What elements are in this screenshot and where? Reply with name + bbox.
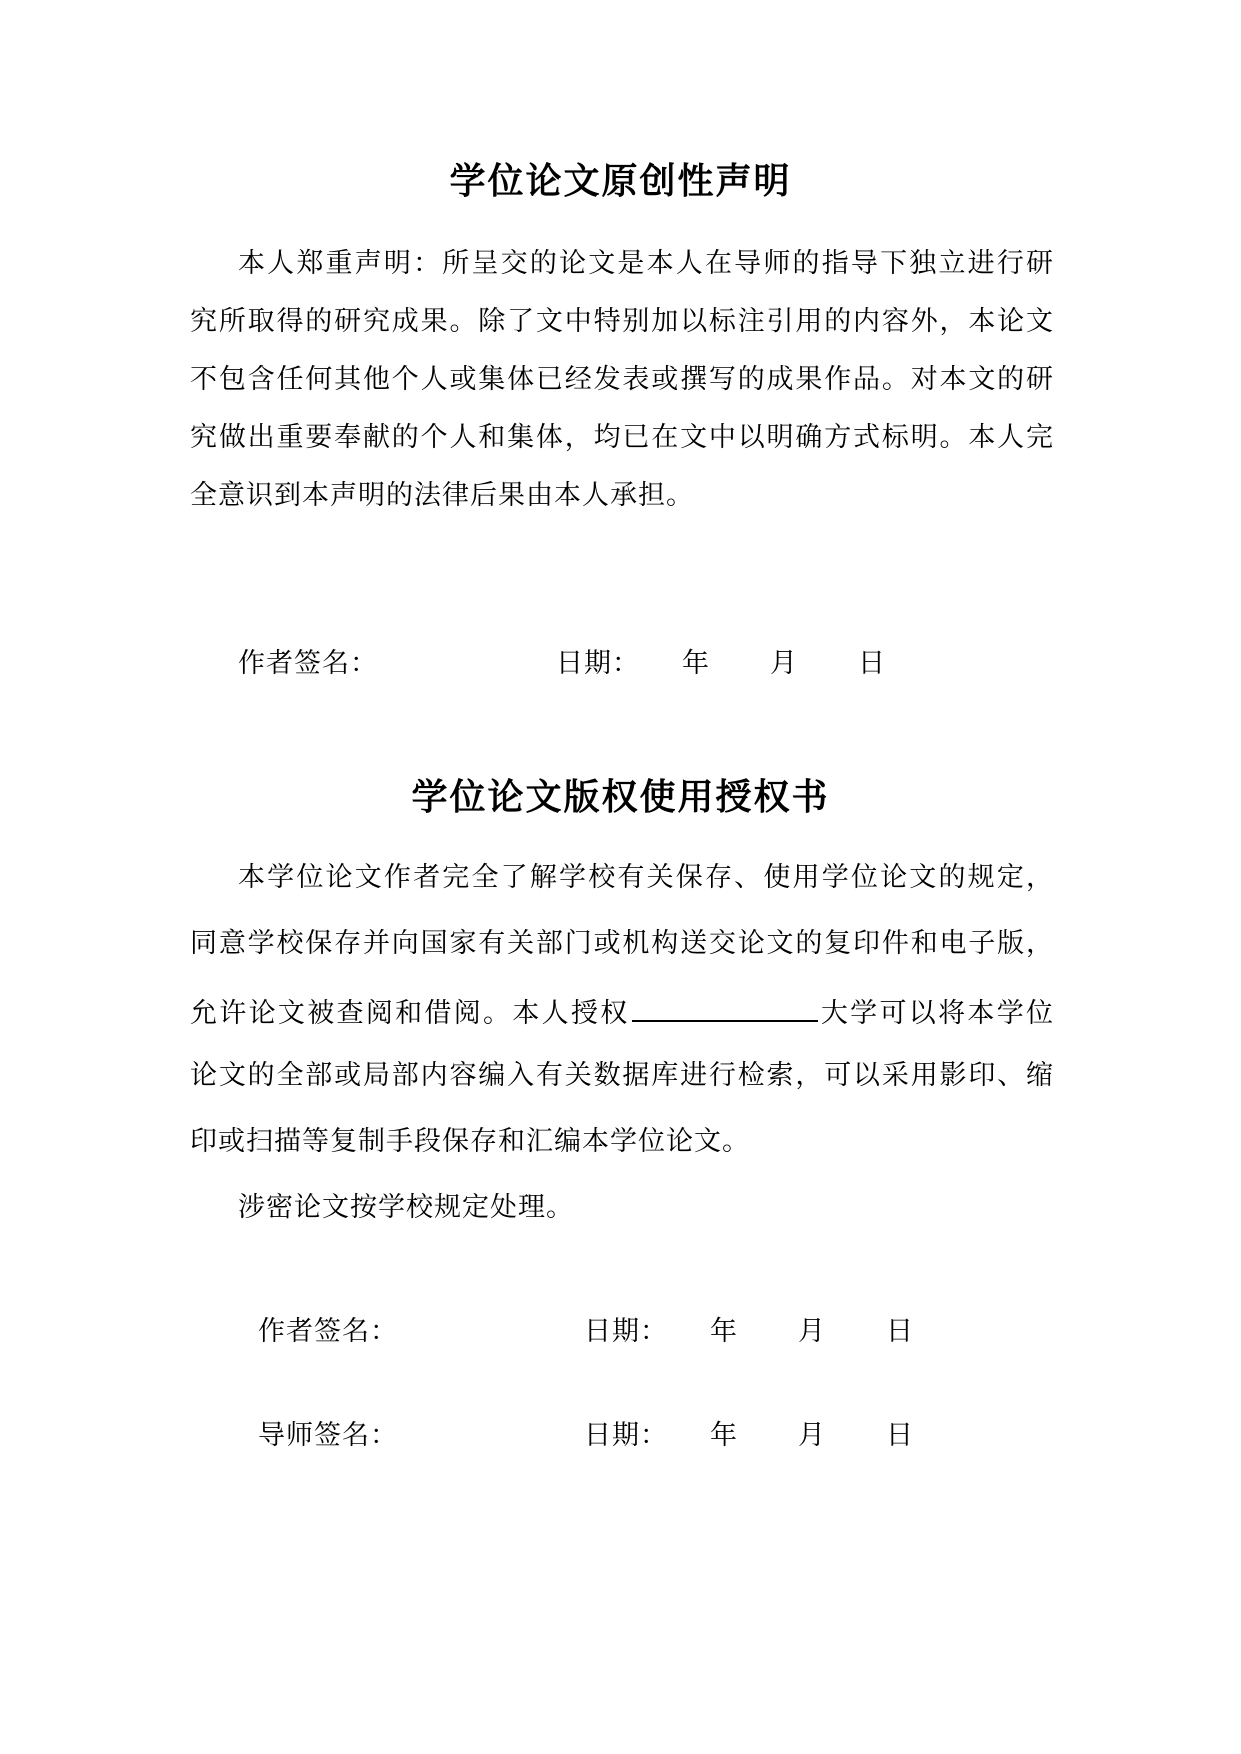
day-label: 日	[886, 1420, 914, 1451]
declaration-line-2: 究所取得的研究成果。除了文中特别加以标注引用的内容外，本论文	[190, 306, 1054, 337]
author-signature-label: 作者签名：	[238, 648, 378, 679]
declaration-line-4: 究做出重要奉献的个人和集体，均已在文中以明确方式标明。本人完	[190, 422, 1054, 453]
authorization-line-5: 印或扫描等复制手段保存和汇编本学位论文。	[190, 1126, 750, 1157]
month-label: 月	[798, 1420, 826, 1451]
authorization-line-2: 同意学校保存并向国家有关部门或机构送交论文的复印件和电子版，	[190, 928, 1054, 959]
author-signature-label: 作者签名：	[258, 1316, 398, 1347]
year-label: 年	[710, 1316, 738, 1347]
authorization-title: 学位论文版权使用授权书	[411, 777, 830, 818]
year-label: 年	[710, 1420, 738, 1451]
declaration-line-3: 不包含任何其他个人或集体已经发表或撰写的成果作品。对本文的研	[190, 364, 1054, 395]
authorization-line-3-after: 大学可以将本学位	[819, 998, 1055, 1029]
day-label: 日	[886, 1316, 914, 1347]
authorization-line-1: 本学位论文作者完全了解学校有关保存、使用学位论文的规定，	[238, 862, 1054, 893]
day-label: 日	[858, 648, 886, 679]
date-label: 日期：	[584, 1420, 668, 1451]
year-label: 年	[682, 648, 710, 679]
classified-note: 涉密论文按学校规定处理。	[238, 1192, 574, 1223]
declaration-title: 学位论文原创性声明	[449, 161, 792, 202]
month-label: 月	[798, 1316, 826, 1347]
month-label: 月	[770, 648, 798, 679]
authorization-line-3-before: 允许论文被查阅和借阅。本人授权	[190, 998, 630, 1029]
date-label: 日期：	[584, 1316, 668, 1347]
date-label: 日期：	[556, 648, 640, 679]
university-name-blank[interactable]	[632, 992, 818, 1022]
declaration-line-1: 本人郑重声明：所呈交的论文是本人在导师的指导下独立进行研	[238, 248, 1054, 279]
declaration-line-5: 全意识到本声明的法律后果由本人承担。	[190, 480, 694, 511]
supervisor-signature-label: 导师签名：	[258, 1420, 398, 1451]
authorization-line-4: 论文的全部或局部内容编入有关数据库进行检索，可以采用影印、缩	[190, 1060, 1054, 1091]
authorization-line-3	[190, 992, 1054, 1032]
